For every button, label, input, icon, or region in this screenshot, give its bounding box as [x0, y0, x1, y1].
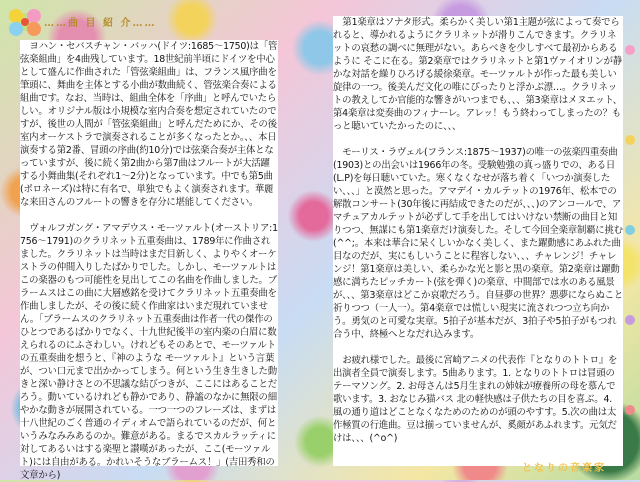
- flower-decoration-top-left: [2, 2, 48, 42]
- paragraph-ravel: モーリス・ラヴェル(フランス:1875～1937)の唯一の弦楽四重奏曲(1903)との出会いは1966年の冬。受験勉強の真っ盛りでの、ある日(L.P)を毎日聴いていた。寒くなくなせが落ち着く「いつか演奏したい、、、」と漠然と思った。アマデイ・カルテットの1976年、松本での解散コンサート(30年後に再結成できたのだが、、、)のアンコールで、アマチュアカルテットが必ずして手を出してはいけない禁断の曲目と知りつつ、無謀にも第1楽章だけ演奏した。そして今回全楽章制覇に挑む(^^;。本来は華合に呆くしいかなく美しく、また躍動感にあふれた曲目なのだが、実にもしいうことに程容しない、、、チャレンジ！チャレンジ！第1楽章は美しい、柔らかな光と影と黒の楽章。第2楽章は躍動感に満ちたピッチカート(弦を弾く)の楽章、中間部では水のある風景が、、、第3楽章はどこか哀歌だろう。自昼夢の世界？悪夢にならぬこと祈りつつ（一人一）。第4楽章では慌しい現実に流されつつ立ち向かう。勇気のと可愛な実章。5拍子が基本だが、3拍子や5拍子がもつれ合う中、終極へとなだれ込みます。: [333, 147, 623, 340]
- footer-title: となりの音楽家: [522, 463, 606, 474]
- left-text-panel: [20, 40, 278, 481]
- paragraph-mozart-movements: 第1楽章はソナタ形式。柔らかく美しい第1主題が弦によって奏でられると、導かれるようにクラリネットが滑りこんできます。クラリネットの哀愁の調べに無理がない。あらべきを少しすべて最初からあるように そこに在る。第2楽章ではクラリネットと第1ヴァイオリンが静かな対話を繰りひろげる緩徐楽章。モーツァルトが作った最も美しい旋律の一つ。後美んだ文化の唯にぴったりと浮かぶ漂…。クラリネットの教えしてか官能的な響きがいつまでも、、、第3楽章はメヌエット、第4楽章は変奏曲のフィナーレ。アレッ！もう終わってしまったの？もっと聴いていたかったのに、、、: [333, 17, 622, 132]
- paragraph-mozart: ヴォルフガング・アマデウス・モーツァルト(オーストリア:1756～1791)のクラリネット五重奏曲は、1789年に作曲されました。クラリネットは当時はまだ目新しく、よりやくオーケストラの仲間入りしたばかりでした。しかし、モーツァルトはこの楽器のもつ可能性を見出してこの名曲を作曲しました。ブラームスはこの曲に大層感銘を受けてクラリネット五重奏曲を作曲しましたが、その後に続く作曲家はいまだ現れていません。「ブラームスのクラリネット五重奏曲は作者一代の傑作のひとつであるばかりでなく、十九世紀後半の室内楽の白眉に数えられるのにふさわしい。けれどもそのあとで、モーツァルトの五重奏曲を想うと、『神のような モーツァルト』という言葉が、つい口元まで出かかってしまう。何という生き生きした動きと深い静けさとの不思議な結びつきが、ここにはあることだろう。動いているけれども静かであり、静謐のなかに無限の細やかな動きが展開されている。一つ一つのフレーズは、まずは十八世紀のごく普通のイディオムで語られているのだが、何というみなみみあるのか。難意がある。まるでスカルラッティに対してあるいはする楽聖と讃嘆があったが、ここ(モーツァルト)には自由がある。かれいそうなブラームス！」(吉田秀和の文章から): [20, 223, 278, 481]
- right-text-panel: [333, 16, 623, 466]
- page-title: ……曲 目 紹 介……: [44, 17, 157, 29]
- flower-decoration-right-mid: [623, 20, 637, 460]
- header-title-area: [44, 6, 264, 36]
- paragraph-bach: ヨハン・セバスチャン・バッハ(ドイツ:1685～1750)は「管弦楽組曲」を4曲残しています。18世紀前半頃にドイツを中心として盛んに作曲された「管弦楽組曲」は、フランス風序曲を筆頭に、舞曲を主体とする小曲が数曲続く、管弦楽合奏による組曲です。なお、当時は、組曲全体を「序曲」と呼んでいたらしい。オリジナル版は小規模な室内合奏を想定されていたのですが、後世の人間が「管弦楽組曲」と呼んだためにか、その後室内オーケストラで演奏されることが多くなったとか。、、本日演奏する第2番、冒頭の序曲(約10分)では弦楽合奏が主体となっていますが、後に続く第2曲から第7曲はフルートが大活躍する小舞曲集(それぞれ1～2分)となっています。中でも第5曲(ポロネーズ)は特に有名で、単独でもよく演奏されます。華麗な来田さんのフルートの響きを存分に堪能してください。: [20, 41, 278, 208]
- paragraph-totoro: お疲れ様でした。最後に宮崎アニメの代表作『となりのトトロ』を出演者全員で演奏します。5曲あります。1. となりのトトロは冒頭のテーマソング。2. お母さんは5月生まれの姉妹が療養所の母を慕んで歌います。3. おなじみ猫バス 北の軽快感は子供たちの目を喜ぶ。4. 風の通り道はどことなくなためのためのが頭のやすす。5.次の曲は太作極質の行進曲。豆は揃っていませんが、奚顔があふれます。元気だけは、、、(^o^): [333, 355, 618, 444]
